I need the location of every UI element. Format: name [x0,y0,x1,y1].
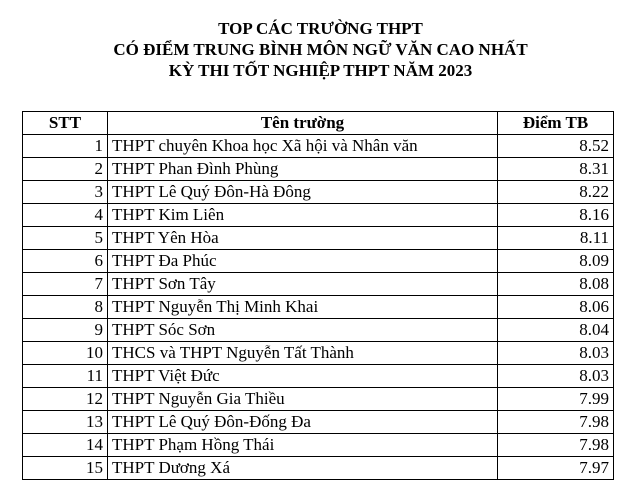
table-row [23,296,614,319]
row-stt: 8 [23,296,108,319]
row-stt: 4 [23,204,108,227]
row-average-score: 8.09 [498,250,614,273]
table-row [23,181,614,204]
row-average-score: 8.03 [498,365,614,388]
row-average-score: 8.06 [498,296,614,319]
row-stt: 13 [23,411,108,434]
school-ranking-table [22,111,614,480]
table-row [23,457,614,480]
row-school-name: THCS và THPT Nguyễn Tất Thành [108,342,498,365]
table-row [23,434,614,457]
row-school-name: THPT Sóc Sơn [108,319,498,342]
row-stt: 15 [23,457,108,480]
title-line-1: TOP CÁC TRƯỜNG THPT [218,19,423,38]
row-stt: 1 [23,135,108,158]
header-school-name: Tên trường [108,112,498,135]
row-school-name: THPT Nguyễn Thị Minh Khai [108,296,498,319]
table-body [23,135,614,480]
row-stt: 14 [23,434,108,457]
header-stt: STT [23,112,108,135]
row-average-score: 8.08 [498,273,614,296]
row-stt: 5 [23,227,108,250]
row-stt: 12 [23,388,108,411]
title-line-2: CÓ ĐIỂM TRUNG BÌNH MÔN NGỮ VĂN CAO NHẤT [113,40,528,59]
table-row [23,204,614,227]
row-stt: 11 [23,365,108,388]
row-average-score: 8.52 [498,135,614,158]
table-row [23,411,614,434]
row-school-name: THPT Yên Hòa [108,227,498,250]
row-school-name: THPT Việt Đức [108,365,498,388]
row-school-name: THPT Lê Quý Đôn-Đống Đa [108,411,498,434]
table-row [23,388,614,411]
table-row [23,319,614,342]
table-header-row [23,112,614,135]
row-school-name: THPT Dương Xá [108,457,498,480]
row-stt: 10 [23,342,108,365]
table-row [23,135,614,158]
row-stt: 7 [23,273,108,296]
row-average-score: 8.04 [498,319,614,342]
row-school-name: THPT chuyên Khoa học Xã hội và Nhân văn [108,135,498,158]
row-stt: 9 [23,319,108,342]
row-average-score: 7.98 [498,411,614,434]
row-average-score: 8.16 [498,204,614,227]
row-average-score: 8.11 [498,227,614,250]
table-row [23,227,614,250]
table-row [23,273,614,296]
table-row [23,365,614,388]
row-stt: 6 [23,250,108,273]
row-average-score: 8.31 [498,158,614,181]
row-school-name: THPT Nguyễn Gia Thiều [108,388,498,411]
row-average-score: 8.22 [498,181,614,204]
row-average-score: 7.98 [498,434,614,457]
document-title [0,18,641,81]
row-stt: 3 [23,181,108,204]
row-school-name: THPT Phạm Hồng Thái [108,434,498,457]
header-average-score: Điểm TB [498,112,614,135]
table-row [23,342,614,365]
row-school-name: THPT Phan Đình Phùng [108,158,498,181]
row-school-name: THPT Kim Liên [108,204,498,227]
row-average-score: 7.97 [498,457,614,480]
row-school-name: THPT Lê Quý Đôn-Hà Đông [108,181,498,204]
row-average-score: 8.03 [498,342,614,365]
table-row [23,158,614,181]
row-school-name: THPT Đa Phúc [108,250,498,273]
row-average-score: 7.99 [498,388,614,411]
row-stt: 2 [23,158,108,181]
table-row [23,250,614,273]
row-school-name: THPT Sơn Tây [108,273,498,296]
title-line-3: KỲ THI TỐT NGHIỆP THPT NĂM 2023 [168,61,473,80]
